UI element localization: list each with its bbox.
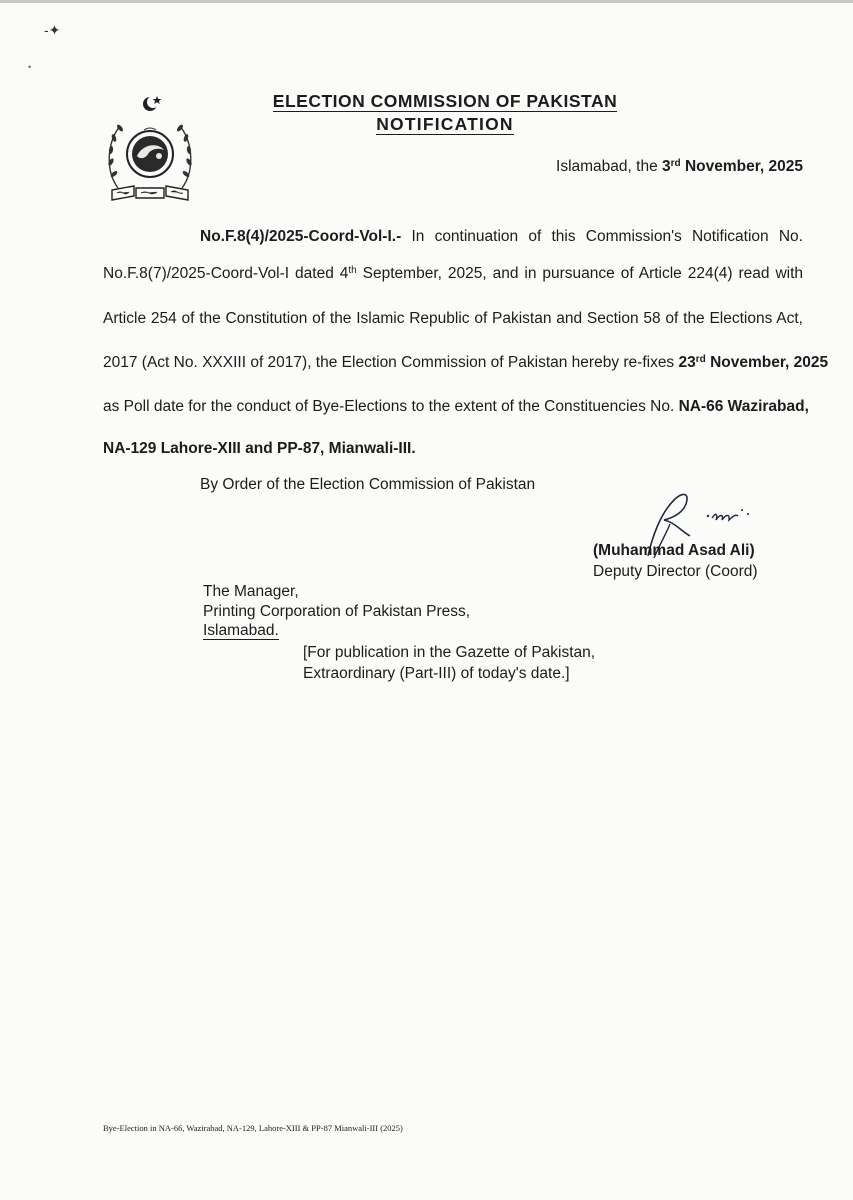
body-line-1: No.F.8(4)/2025-Coord-Vol-I.- In continuation of this Commission's Notification No.: [200, 228, 803, 245]
addressee: [203, 582, 470, 641]
addressee-line-1: The Manager,: [203, 583, 299, 600]
publication-note: [303, 642, 595, 684]
footer-note: Bye-Election in NA-66, Wazirabad, NA-129, Lahore-XIII & PP-87 Mianwali-III (2025): [103, 1123, 403, 1133]
signature-block: [593, 540, 758, 582]
constituency-na66: NA-66 Wazirabad,: [678, 398, 809, 415]
scan-edge: [0, 0, 853, 3]
signatory-name: (Muhammad Asad Ali): [593, 542, 755, 559]
dateline: [556, 158, 803, 176]
signatory-designation: Deputy Director (Coord): [593, 563, 758, 580]
body-line-5: as Poll date for the conduct of Bye-Elections to the extent of the Constituencies No. NA-66 Wazirabad,: [103, 398, 809, 415]
ecp-emblem-icon: [104, 92, 196, 214]
publication-note-line-2: Extraordinary (Part-III) of today's date.]: [303, 665, 570, 682]
addressee-line-2: Printing Corporation of Pakistan Press,: [203, 602, 471, 620]
publication-note-line-1: [For publication in the Gazette of Pakistan,: [303, 644, 596, 661]
addressee-line-3: Islamabad.: [203, 622, 279, 639]
date-value: 3rd November, 2025: [662, 158, 803, 175]
poll-date: 23rd November, 2025: [678, 354, 829, 371]
body-line-3: Article 254 of the Constitution of the Islamic Republic of Pakistan and Section 58 of the Elections Act,: [103, 310, 803, 327]
body-line-4: 2017 (Act No. XXXIII of 2017), the Election Commission of Pakistan hereby re-fixes 23rd November, 2025: [103, 354, 829, 371]
order-line: By Order of the Election Commission of Pakistan: [200, 476, 536, 493]
scan-dot: •: [28, 62, 32, 72]
date-place: Islamabad, the: [556, 158, 658, 175]
scan-mark: -✦: [44, 22, 61, 38]
constituency-list: NA-129 Lahore-XIII and PP-87, Mianwali-III.: [103, 440, 416, 457]
body-line-2: No.F.8(7)/2025-Coord-Vol-I dated 4th September, 2025, and in pursuance of Article 224(4) read with: [103, 265, 804, 282]
document-type-title: NOTIFICATION: [376, 114, 514, 134]
organization-title: ELECTION COMMISSION OF PAKISTAN: [272, 91, 618, 111]
reference-number: No.F.8(4)/2025-Coord-Vol-I.-: [200, 228, 402, 245]
